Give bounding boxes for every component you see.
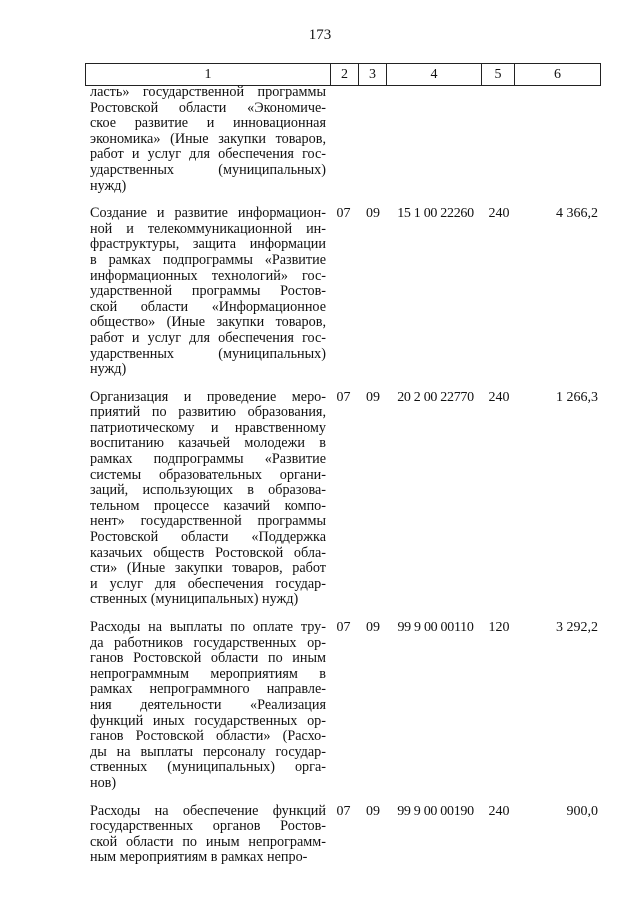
description-line: ударственной программы Ростов- (90, 283, 326, 300)
description-line: ской области «Информационное (90, 298, 326, 315)
description-line: непрограммным мероприятиям в (90, 665, 326, 682)
description-line: тельном процессе казачий компо- (90, 497, 326, 514)
table-row (85, 85, 600, 194)
description-line: ственных (муниципальных) нужд) (90, 591, 299, 608)
description-line: заций, использующих в образова- (90, 482, 326, 499)
description-line: нужд) (90, 361, 127, 378)
amount: 900,0 (566, 803, 598, 819)
description-line: ным мероприятиям в рамках непро- (90, 849, 308, 866)
description-line: Ростовской области «Экономиче- (90, 99, 326, 116)
subsection-code: 09 (366, 803, 380, 819)
section-code: 07 (336, 389, 351, 405)
table-row (85, 206, 600, 378)
row-description (85, 85, 326, 194)
description-line: Расходы на выплаты по оплате тру- (90, 619, 326, 635)
table-row (85, 804, 600, 866)
description-line: функций иных государственных ор- (90, 712, 326, 729)
description-line: ганов Ростовской области по иным (90, 650, 326, 667)
subsection-code: 09 (366, 206, 380, 222)
section-code: 07 (336, 206, 351, 222)
description-line: ния деятельности «Реализация (90, 696, 326, 713)
expense-type-code: 240 (488, 389, 510, 405)
subsection-code: 09 (366, 620, 380, 635)
amount: 1 266,3 (556, 389, 598, 405)
description-line: рамках подпрограммы «Развитие (90, 451, 326, 468)
table-row (85, 620, 600, 792)
subsection-code: 09 (366, 389, 380, 405)
description-line: ударственных (муниципальных) (90, 345, 326, 362)
expense-type-code: 240 (488, 803, 510, 819)
section-code: 07 (336, 620, 351, 635)
description-line: ласть» государственной программы (90, 84, 326, 100)
target-article-code: 99 9 00 00110 (397, 620, 474, 635)
section-code: 07 (336, 803, 351, 819)
description-line: Организация и проведение меро- (90, 388, 326, 405)
description-line: рамках непрограммного направле- (90, 681, 326, 698)
description-line: системы образовательных органи- (90, 466, 326, 483)
description-line: ды на выплаты персоналу государ- (90, 743, 326, 760)
page-number: 173 (308, 27, 332, 43)
description-line: Ростовской области «Поддержка (90, 529, 326, 546)
description-line: работ и услуг для обеспечения гос- (90, 329, 326, 346)
row-description (85, 804, 326, 866)
description-line: нент» государственной программы (90, 513, 326, 530)
description-line: ское развитие и инновационная (90, 115, 326, 132)
description-line: общество» (Иные закупки товаров, (90, 314, 326, 331)
description-line: патриотическому и нравственному (90, 419, 326, 436)
description-line: информационных технологий» гос- (90, 267, 326, 284)
description-line: ной и телекоммуникационной ин- (90, 220, 326, 237)
row-description (85, 620, 326, 792)
target-article-code: 20 2 00 22770 (397, 389, 474, 405)
amount: 4 366,2 (556, 206, 598, 222)
expense-type-code: 120 (488, 620, 510, 635)
description-line: приятий по развитию образования, (90, 404, 326, 421)
table-body (85, 85, 600, 866)
row-description (85, 206, 326, 378)
description-line: да работников государственных ор- (90, 634, 326, 651)
header-col-5: 5 (482, 64, 515, 86)
description-line: работ и услуг для обеспечения гос- (90, 146, 326, 163)
description-line: Создание и развитие информацион- (90, 205, 326, 222)
description-line: фраструктуры, защита информации (90, 236, 326, 253)
description-line: казачьих обществ Ростовской обла- (90, 544, 326, 561)
table-header (85, 63, 601, 86)
description-line: и услуг для обеспечения государ- (90, 575, 326, 592)
description-line: ударственных (муниципальных) (90, 161, 326, 178)
description-line: сти» (Иные закупки товаров, работ (90, 560, 326, 577)
expense-type-code: 240 (488, 206, 510, 222)
target-article-code: 99 9 00 00190 (397, 803, 474, 819)
header-col-2: 2 (331, 64, 359, 86)
amount: 3 292,2 (556, 620, 598, 635)
header-col-3: 3 (359, 64, 387, 86)
description-line: нов) (90, 774, 117, 791)
description-line: ственных (муниципальных) орга- (90, 759, 326, 776)
description-line: ской области по иным непрограмм- (90, 833, 326, 850)
target-article-code: 15 1 00 22260 (397, 206, 474, 222)
header-col-6: 6 (515, 64, 601, 86)
description-line: воспитанию казачьей молодежи в (90, 435, 326, 452)
description-line: государственных органов Ростов- (90, 818, 326, 835)
description-line: экономика» (Иные закупки товаров, (90, 130, 326, 147)
description-line: ганов Ростовской области» (Расхо- (90, 728, 326, 745)
row-description (85, 390, 326, 608)
description-line: Расходы на обеспечение функций (90, 802, 326, 819)
header-col-4: 4 (387, 64, 482, 86)
description-line: нужд) (90, 177, 127, 194)
description-line: в рамках подпрограммы «Развитие (90, 251, 326, 268)
header-col-1: 1 (86, 64, 331, 86)
table-row (85, 390, 600, 608)
